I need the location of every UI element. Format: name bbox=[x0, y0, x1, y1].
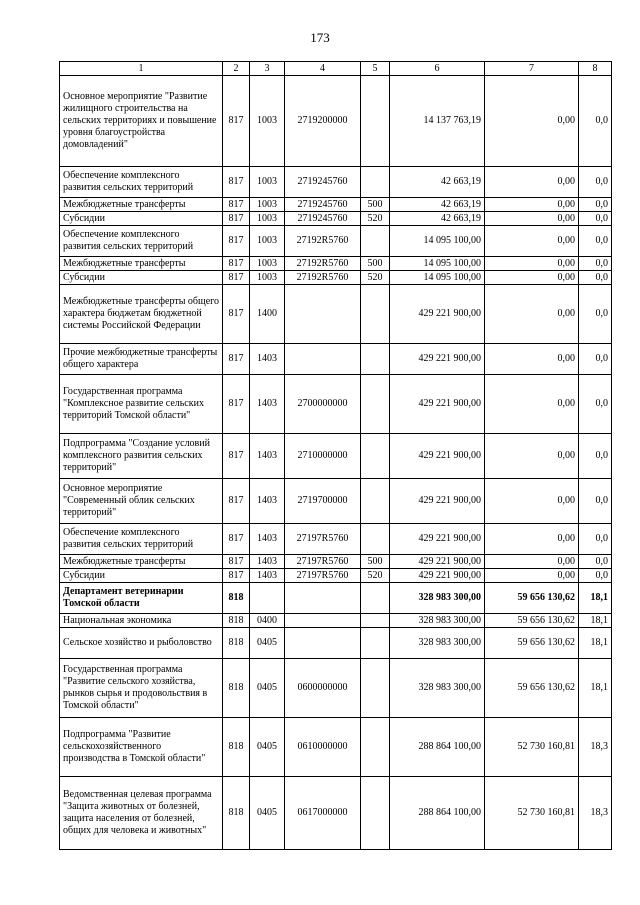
cell-col-2: 817 bbox=[223, 257, 250, 271]
cell-col-2: 817 bbox=[223, 555, 250, 569]
cell-col-8: 18,3 bbox=[579, 777, 612, 850]
header-row bbox=[60, 62, 612, 76]
table-row bbox=[60, 718, 612, 777]
cell-col-8: 0,0 bbox=[579, 212, 612, 226]
cell-col-5 bbox=[361, 659, 390, 718]
table-body bbox=[60, 62, 612, 850]
cell-col-4: 0617000000 bbox=[285, 777, 361, 850]
cell-col-5 bbox=[361, 344, 390, 375]
cell-col-3: 0405 bbox=[250, 659, 285, 718]
cell-col-3: 1403 bbox=[250, 479, 285, 524]
cell-col-8: 0,0 bbox=[579, 226, 612, 257]
cell-col-8: 0,0 bbox=[579, 271, 612, 285]
cell-col-6: 429 221 900,00 bbox=[390, 375, 485, 434]
cell-col-1: Государственная программа "Комплексное развитие сельских территорий Томской области" bbox=[60, 375, 223, 434]
cell-col-4: 2719700000 bbox=[285, 479, 361, 524]
table-row bbox=[60, 76, 612, 167]
cell-col-8: 18,1 bbox=[579, 628, 612, 659]
cell-col-5 bbox=[361, 76, 390, 167]
cell-col-4 bbox=[285, 628, 361, 659]
table-row bbox=[60, 659, 612, 718]
cell-col-4 bbox=[285, 614, 361, 628]
cell-col-5 bbox=[361, 614, 390, 628]
cell-col-8: 0,0 bbox=[579, 285, 612, 344]
cell-col-5: 520 bbox=[361, 212, 390, 226]
table-row bbox=[60, 167, 612, 198]
cell-col-7: 52 730 160,81 bbox=[485, 777, 579, 850]
table-row bbox=[60, 569, 612, 583]
cell-col-7: 0,00 bbox=[485, 212, 579, 226]
cell-col-6: 14 095 100,00 bbox=[390, 271, 485, 285]
cell-col-1: Департамент ветеринарии Томской области bbox=[60, 583, 223, 614]
cell-col-1: Субсидии bbox=[60, 569, 223, 583]
cell-col-7: 0,00 bbox=[485, 257, 579, 271]
cell-col-2: 817 bbox=[223, 479, 250, 524]
cell-col-6: 328 983 300,00 bbox=[390, 628, 485, 659]
cell-col-8: 0,0 bbox=[579, 344, 612, 375]
cell-col-3: 1003 bbox=[250, 271, 285, 285]
cell-col-7: 0,00 bbox=[485, 479, 579, 524]
cell-col-5 bbox=[361, 285, 390, 344]
cell-col-1: Обеспечение комплексного развития сельских территорий bbox=[60, 524, 223, 555]
cell-col-3: 0405 bbox=[250, 718, 285, 777]
cell-col-6: 429 221 900,00 bbox=[390, 555, 485, 569]
table-row bbox=[60, 434, 612, 479]
cell-col-1: Межбюджетные трансферты общего характера бюджетам бюджетной системы Российской Федерации bbox=[60, 285, 223, 344]
cell-col-7: 59 656 130,62 bbox=[485, 659, 579, 718]
cell-col-1: Национальная экономика bbox=[60, 614, 223, 628]
cell-col-8: 0,0 bbox=[579, 479, 612, 524]
cell-col-7: 0,00 bbox=[485, 226, 579, 257]
cell-col-1: Межбюджетные трансферты bbox=[60, 198, 223, 212]
cell-col-3: 1403 bbox=[250, 344, 285, 375]
cell-col-5 bbox=[361, 777, 390, 850]
cell-col-1: Основное мероприятие "Развитие жилищного строительства на сельских территориях и повышение уровня благоустройства домовладений" bbox=[60, 76, 223, 167]
column-header-3: 3 bbox=[250, 62, 285, 76]
cell-col-4: 0610000000 bbox=[285, 718, 361, 777]
cell-col-5 bbox=[361, 434, 390, 479]
cell-col-4: 27197R5760 bbox=[285, 555, 361, 569]
cell-col-5: 520 bbox=[361, 271, 390, 285]
cell-col-4: 2719245760 bbox=[285, 198, 361, 212]
cell-col-8: 18,3 bbox=[579, 718, 612, 777]
table-row bbox=[60, 614, 612, 628]
table-row bbox=[60, 344, 612, 375]
cell-col-4: 27197R5760 bbox=[285, 569, 361, 583]
cell-col-2: 818 bbox=[223, 777, 250, 850]
page-number: 173 bbox=[310, 30, 330, 45]
cell-col-1: Прочие межбюджетные трансферты общего характера bbox=[60, 344, 223, 375]
cell-col-6: 42 663,19 bbox=[390, 167, 485, 198]
cell-col-2: 817 bbox=[223, 344, 250, 375]
column-header-7: 7 bbox=[485, 62, 579, 76]
budget-table bbox=[59, 61, 612, 850]
cell-col-8: 0,0 bbox=[579, 375, 612, 434]
cell-col-3: 0405 bbox=[250, 777, 285, 850]
cell-col-6: 328 983 300,00 bbox=[390, 659, 485, 718]
cell-col-4: 2719245760 bbox=[285, 167, 361, 198]
cell-col-1: Сельское хозяйство и рыболовство bbox=[60, 628, 223, 659]
cell-col-2: 817 bbox=[223, 167, 250, 198]
cell-col-8: 18,1 bbox=[579, 659, 612, 718]
cell-col-7: 0,00 bbox=[485, 285, 579, 344]
table-row bbox=[60, 212, 612, 226]
cell-col-6: 429 221 900,00 bbox=[390, 434, 485, 479]
table-row bbox=[60, 198, 612, 212]
cell-col-6: 14 137 763,19 bbox=[390, 76, 485, 167]
cell-col-2: 818 bbox=[223, 659, 250, 718]
cell-col-6: 42 663,19 bbox=[390, 198, 485, 212]
cell-col-3: 1003 bbox=[250, 198, 285, 212]
cell-col-4: 27192R5760 bbox=[285, 257, 361, 271]
cell-col-3: 1003 bbox=[250, 257, 285, 271]
cell-col-3: 1003 bbox=[250, 226, 285, 257]
cell-col-2: 818 bbox=[223, 628, 250, 659]
table-row bbox=[60, 777, 612, 850]
cell-col-1: Обеспечение комплексного развития сельских территорий bbox=[60, 226, 223, 257]
cell-col-7: 0,00 bbox=[485, 76, 579, 167]
cell-col-8: 0,0 bbox=[579, 257, 612, 271]
cell-col-5: 500 bbox=[361, 198, 390, 212]
cell-col-7: 0,00 bbox=[485, 434, 579, 479]
cell-col-1: Основное мероприятие "Современный облик сельских территорий" bbox=[60, 479, 223, 524]
cell-col-5 bbox=[361, 167, 390, 198]
cell-col-7: 0,00 bbox=[485, 167, 579, 198]
cell-col-7: 0,00 bbox=[485, 375, 579, 434]
table-row bbox=[60, 524, 612, 555]
cell-col-2: 818 bbox=[223, 718, 250, 777]
cell-col-8: 0,0 bbox=[579, 434, 612, 479]
cell-col-1: Межбюджетные трансферты bbox=[60, 555, 223, 569]
cell-col-3: 1403 bbox=[250, 375, 285, 434]
cell-col-3: 1400 bbox=[250, 285, 285, 344]
table-row bbox=[60, 555, 612, 569]
cell-col-1: Субсидии bbox=[60, 212, 223, 226]
cell-col-4: 27192R5760 bbox=[285, 271, 361, 285]
cell-col-2: 817 bbox=[223, 434, 250, 479]
cell-col-4 bbox=[285, 344, 361, 375]
cell-col-1: Ведомственная целевая программа "Защита животных от болезней, защита населения от болезней, общих для человека и животных" bbox=[60, 777, 223, 850]
cell-col-5 bbox=[361, 375, 390, 434]
cell-col-7: 0,00 bbox=[485, 271, 579, 285]
cell-col-3: 1403 bbox=[250, 524, 285, 555]
cell-col-5 bbox=[361, 718, 390, 777]
cell-col-8: 0,0 bbox=[579, 555, 612, 569]
cell-col-4: 2700000000 bbox=[285, 375, 361, 434]
cell-col-7: 0,00 bbox=[485, 344, 579, 375]
cell-col-5 bbox=[361, 628, 390, 659]
cell-col-6: 288 864 100,00 bbox=[390, 718, 485, 777]
cell-col-8: 0,0 bbox=[579, 524, 612, 555]
cell-col-7: 59 656 130,62 bbox=[485, 628, 579, 659]
cell-col-5 bbox=[361, 583, 390, 614]
cell-col-8: 18,1 bbox=[579, 614, 612, 628]
cell-col-5 bbox=[361, 226, 390, 257]
cell-col-2: 818 bbox=[223, 614, 250, 628]
cell-col-1: Межбюджетные трансферты bbox=[60, 257, 223, 271]
cell-col-6: 14 095 100,00 bbox=[390, 257, 485, 271]
cell-col-7: 52 730 160,81 bbox=[485, 718, 579, 777]
table-row bbox=[60, 583, 612, 614]
cell-col-7: 0,00 bbox=[485, 569, 579, 583]
column-header-1: 1 bbox=[60, 62, 223, 76]
column-header-5: 5 bbox=[361, 62, 390, 76]
cell-col-8: 0,0 bbox=[579, 76, 612, 167]
cell-col-4 bbox=[285, 285, 361, 344]
cell-col-4: 27197R5760 bbox=[285, 524, 361, 555]
table-row bbox=[60, 271, 612, 285]
cell-col-1: Субсидии bbox=[60, 271, 223, 285]
cell-col-2: 817 bbox=[223, 569, 250, 583]
cell-col-3 bbox=[250, 583, 285, 614]
cell-col-4: 0600000000 bbox=[285, 659, 361, 718]
cell-col-3: 1003 bbox=[250, 76, 285, 167]
cell-col-2: 817 bbox=[223, 226, 250, 257]
column-header-4: 4 bbox=[285, 62, 361, 76]
cell-col-2: 817 bbox=[223, 375, 250, 434]
cell-col-1: Подпрограмма "Развитие сельскохозяйственного производства в Томской области" bbox=[60, 718, 223, 777]
cell-col-3: 1403 bbox=[250, 555, 285, 569]
cell-col-7: 59 656 130,62 bbox=[485, 614, 579, 628]
cell-col-5: 500 bbox=[361, 555, 390, 569]
cell-col-4: 2719245760 bbox=[285, 212, 361, 226]
cell-col-6: 429 221 900,00 bbox=[390, 344, 485, 375]
table-row bbox=[60, 628, 612, 659]
cell-col-6: 14 095 100,00 bbox=[390, 226, 485, 257]
cell-col-3: 0400 bbox=[250, 614, 285, 628]
cell-col-6: 429 221 900,00 bbox=[390, 524, 485, 555]
cell-col-7: 0,00 bbox=[485, 524, 579, 555]
column-header-2: 2 bbox=[223, 62, 250, 76]
cell-col-2: 817 bbox=[223, 271, 250, 285]
cell-col-2: 817 bbox=[223, 212, 250, 226]
cell-col-2: 818 bbox=[223, 583, 250, 614]
cell-col-5 bbox=[361, 479, 390, 524]
cell-col-3: 1003 bbox=[250, 212, 285, 226]
cell-col-4: 2719200000 bbox=[285, 76, 361, 167]
cell-col-3: 1403 bbox=[250, 434, 285, 479]
cell-col-6: 429 221 900,00 bbox=[390, 479, 485, 524]
cell-col-3: 1403 bbox=[250, 569, 285, 583]
cell-col-2: 817 bbox=[223, 198, 250, 212]
cell-col-3: 1003 bbox=[250, 167, 285, 198]
cell-col-3: 0405 bbox=[250, 628, 285, 659]
cell-col-8: 0,0 bbox=[579, 198, 612, 212]
table-row bbox=[60, 285, 612, 344]
cell-col-2: 817 bbox=[223, 76, 250, 167]
cell-col-6: 328 983 300,00 bbox=[390, 583, 485, 614]
cell-col-4: 27192R5760 bbox=[285, 226, 361, 257]
cell-col-4 bbox=[285, 583, 361, 614]
cell-col-6: 288 864 100,00 bbox=[390, 777, 485, 850]
column-header-8: 8 bbox=[579, 62, 612, 76]
table-row bbox=[60, 226, 612, 257]
cell-col-6: 429 221 900,00 bbox=[390, 285, 485, 344]
cell-col-5: 500 bbox=[361, 257, 390, 271]
cell-col-6: 429 221 900,00 bbox=[390, 569, 485, 583]
table-row bbox=[60, 257, 612, 271]
column-header-6: 6 bbox=[390, 62, 485, 76]
cell-col-8: 18,1 bbox=[579, 583, 612, 614]
cell-col-1: Государственная программа "Развитие сельского хозяйства, рынков сырья и продовольствия в Томской области" bbox=[60, 659, 223, 718]
table-row bbox=[60, 375, 612, 434]
cell-col-7: 0,00 bbox=[485, 555, 579, 569]
cell-col-5 bbox=[361, 524, 390, 555]
cell-col-2: 817 bbox=[223, 524, 250, 555]
cell-col-2: 817 bbox=[223, 285, 250, 344]
cell-col-7: 0,00 bbox=[485, 198, 579, 212]
cell-col-6: 42 663,19 bbox=[390, 212, 485, 226]
cell-col-6: 328 983 300,00 bbox=[390, 614, 485, 628]
cell-col-1: Подпрограмма "Создание условий комплексного развития сельских территорий" bbox=[60, 434, 223, 479]
cell-col-8: 0,0 bbox=[579, 569, 612, 583]
table-row bbox=[60, 479, 612, 524]
cell-col-5: 520 bbox=[361, 569, 390, 583]
cell-col-1: Обеспечение комплексного развития сельских территорий bbox=[60, 167, 223, 198]
cell-col-4: 2710000000 bbox=[285, 434, 361, 479]
cell-col-8: 0,0 bbox=[579, 167, 612, 198]
cell-col-7: 59 656 130,62 bbox=[485, 583, 579, 614]
